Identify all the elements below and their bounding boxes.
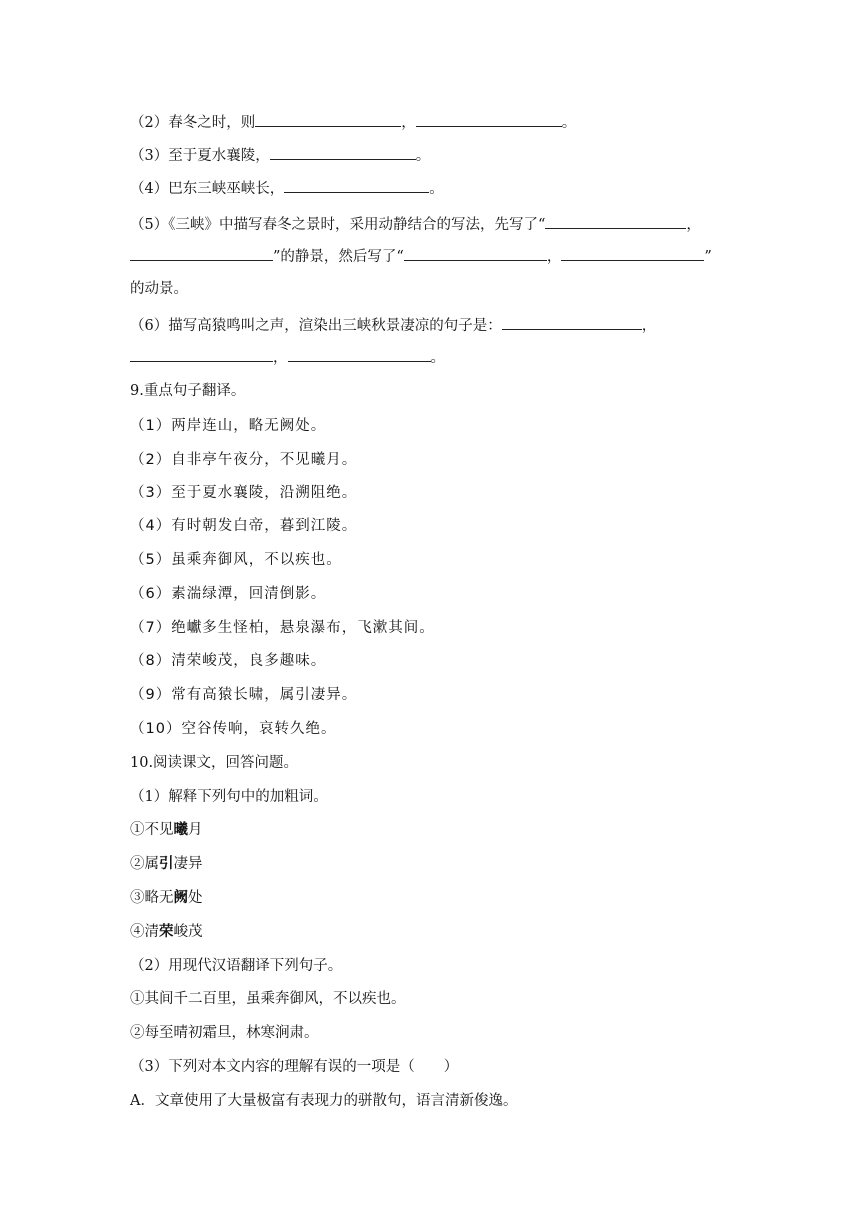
q9-item-1: （1）两岸连山，略无阙处。 <box>130 418 327 434</box>
q10-part-3: （3）下列对本文内容的理解有误的一项是（ ） <box>130 1059 459 1075</box>
punctuation: ， <box>686 217 701 233</box>
q9-item-8: （8）清荣峻茂，良多趣味。 <box>130 653 327 669</box>
q10-word-2 <box>130 854 203 874</box>
answer-blank[interactable] <box>404 246 547 261</box>
punctuation: ， <box>546 249 562 265</box>
word-context: 处 <box>188 890 203 906</box>
q8-item-5-line1 <box>130 214 701 235</box>
punctuation: 。 <box>415 148 431 164</box>
q9-item-6: （6）素湍绿潭，回清倒影。 <box>130 586 327 602</box>
bold-word: 阙 <box>173 889 188 906</box>
q10-translate-1: ①其间千二百里，虽乘奔御风，不以疾也。 <box>130 991 406 1007</box>
answer-blank[interactable] <box>502 315 642 330</box>
q9-item-5: （5）虽乘奔御风，不以疾也。 <box>130 552 342 568</box>
item-text: 的动景。 <box>130 281 188 297</box>
q9-item-7: （7）绝巘多生怪柏，悬泉瀑布，飞漱其间。 <box>130 620 435 636</box>
bold-word: 荣 <box>159 923 174 940</box>
item-number: （2） <box>130 115 169 131</box>
answer-blank[interactable] <box>416 112 562 127</box>
word-context: 凄异 <box>173 856 203 872</box>
punctuation: ， <box>273 350 288 366</box>
q9-item-3: （3）至于夏水襄陵，沿溯阻绝。 <box>130 485 358 501</box>
word-context: 峻茂 <box>173 924 203 940</box>
q8-item-5-line3 <box>130 279 188 299</box>
q8-item-3 <box>130 145 430 166</box>
q8-item-5-line2 <box>130 246 712 267</box>
bold-word: 引 <box>159 855 174 872</box>
q10-part-1: （1）解释下列句中的加粗词。 <box>130 789 328 805</box>
punctuation: 。 <box>430 350 445 366</box>
item-number: （5） <box>130 217 169 233</box>
answer-blank[interactable] <box>545 214 686 229</box>
answer-blank[interactable] <box>270 145 416 160</box>
item-number: （4） <box>130 181 169 197</box>
q10-word-1 <box>130 820 203 840</box>
punctuation: ” <box>704 249 712 265</box>
answer-blank[interactable] <box>561 246 704 261</box>
answer-blank[interactable] <box>284 178 429 193</box>
word-context: ②属 <box>130 856 159 872</box>
word-context: 月 <box>188 822 203 838</box>
item-text: 春冬之时，则 <box>168 115 256 131</box>
bold-word: 曦 <box>173 821 188 838</box>
punctuation: 。 <box>429 181 444 197</box>
q10-word-4 <box>130 922 203 942</box>
q9-item-10: （10）空谷传响，哀转久绝。 <box>130 721 337 737</box>
item-number: （6） <box>130 318 169 334</box>
answer-blank[interactable] <box>255 112 401 127</box>
q8-item-4 <box>130 178 444 199</box>
punctuation: ， <box>401 115 416 131</box>
word-context: ③略无 <box>130 890 174 906</box>
q10-part-2: （2）用现代汉语翻译下列句子。 <box>130 958 343 974</box>
q8-item-6-line2 <box>130 347 445 368</box>
item-text: 《三峡》中描写春冬之景时，采用动静结合的写法，先写了“ <box>168 217 546 233</box>
q10-word-3 <box>130 888 203 908</box>
punctuation: ， <box>641 318 657 334</box>
q10-translate-2: ②每至晴初霜旦，林寒涧肃。 <box>130 1025 319 1041</box>
q9-title: 9.重点句子翻译。 <box>130 383 246 399</box>
q9-item-9: （9）常有高猿长啸，属引凄异。 <box>130 687 358 703</box>
item-text: 至于夏水襄陵， <box>168 148 270 164</box>
answer-blank[interactable] <box>288 347 431 362</box>
punctuation: 。 <box>561 115 577 131</box>
answer-blank[interactable] <box>130 347 273 362</box>
q10-option-a: A．文章使用了大量极富有表现力的骈散句，语言清新俊逸。 <box>130 1093 518 1109</box>
item-text: ”的静景，然后写了“ <box>273 249 404 265</box>
word-context: ④清 <box>130 924 159 940</box>
word-context: ①不见 <box>130 822 174 838</box>
item-number: （3） <box>130 148 169 164</box>
item-text: 描写高猿鸣叫之声，渲染出三峡秋景凄凉的句子是： <box>168 318 502 334</box>
item-text: 巴东三峡巫峡长， <box>168 181 285 197</box>
q10-title: 10.阅读课文，回答问题。 <box>130 755 299 771</box>
answer-blank[interactable] <box>130 246 273 261</box>
q8-item-2 <box>130 112 576 133</box>
q9-item-2: （2）自非亭午夜分，不见曦月。 <box>130 452 358 468</box>
q9-item-4: （4）有时朝发白帝，暮到江陵。 <box>130 518 358 534</box>
q8-item-6-line1 <box>130 315 656 336</box>
